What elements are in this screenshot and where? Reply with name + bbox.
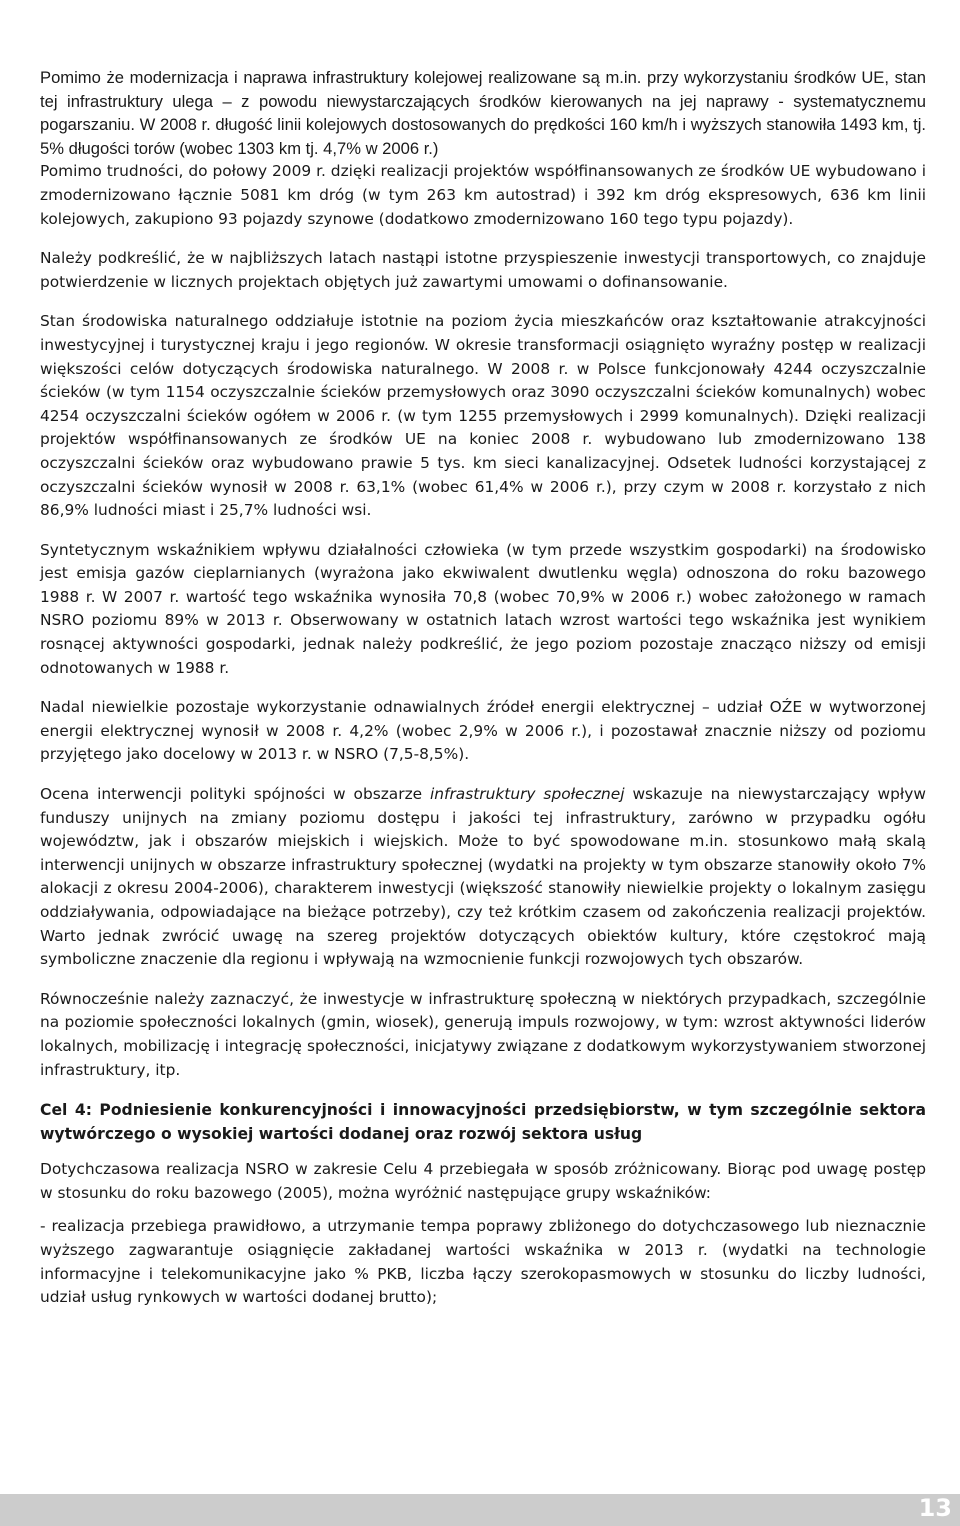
page-number: 13 bbox=[918, 1494, 952, 1522]
paragraph-goal-4-intro: Dotychczasowa realizacja NSRO w zakresie Celu 4 przebiegała w sposób zróżnicowany. Biorąc pod uwagę postęp w stosunku do roku bazowego (2005), można wyróżnić następujące grupy wskaźników: bbox=[40, 1160, 926, 1202]
paragraph-social-infrastructure bbox=[40, 783, 926, 972]
paragraph-renewable-energy: Nadal niewielkie pozostaje wykorzystanie odnawialnych źródeł energii elektrycznej – udział OŹE w wytworzonej energii elektrycznej wynosił w 2008 r. 4,2% (wobec 2,9% w 2006 r.), i pozostawał znacznie niższy od poziomu przyjętego jako docelowy w 2013 r. w NSRO (7,5-8,5%). bbox=[40, 698, 926, 764]
section-heading-goal-4: Cel 4: Podniesienie konkurencyjności i innowacyjności przedsiębiorstw, w tym szczególnie sektora wytwórczego o wysokiej wartości dodanej oraz rozwój sektora usług bbox=[40, 1101, 926, 1144]
text-run: wskazuje na niewystarczający wpływ funduszy unijnych na zmiany poziomu dostępu i jakości tej infrastruktury, zarówno w przypadku ogółu województw, jak i obszarów miejskich i wiejskich. Może to być spowodowane m.in. stosunkowo małą skalą interwencji unijnych w obszarze infrastruktury społecznej (wydatki na projekty w tym obszarze stanowiły około 7% alokacji z okresu 2004-2006), charakterem inwestycji (większość stanowiły niewielkie projekty o lokalnym zasięgu oddziaływania, odpowiadające na bieżące potrzeby), czy też krótkim czasem od zakończenia realizacji projektów. Warto jednak zwrócić uwagę na szereg projektów dotyczących obiektów kultury, które częstokroć mają symboliczne znaczenie dla regionu i wpływają na wzmocnienie funkcji rozwojowych tych obszarów. bbox=[40, 785, 926, 969]
emphasis-text: infrastruktury społecznej bbox=[430, 785, 625, 804]
text-run: Ocena interwencji polityki spójności w obszarze bbox=[40, 785, 431, 804]
paragraph-rail-infrastructure: Pomimo że modernizacja i naprawa infrastruktury kolejowej realizowane są m.in. przy wykorzystaniu środków UE, stan tej infrastruktury ulega – z powodu niewystarczających środków kierowanych na jej naprawy - systematycznemu pogarszaniu. W 2008 r. długość linii kolejowych dostosowanych do prędkości 160 km/h i wyższych stanowiła 1493 km, tj. 5% długości torów (wobec 1303 km tj. 4,7% w 2006 r.) bbox=[40, 68, 926, 158]
paragraph-greenhouse-emissions: Syntetycznym wskaźnikiem wpływu działalności człowieka (w tym przede wszystkim gospodarki) na środowisko jest emisja gazów cieplarnianych (wyrażona jako ekwiwalent dwutlenku węgla) odnoszona do roku bazowego 1988 r. W 2007 r. wartość tego wskaźnika wynosiła 70,8 (wobec 70,9% w 2006 r.) wobec założonego w ramach NSRO poziomu 89% w 2013 r. Obserwowany w ostatnich latach wzrost wartości tego wskaźnika jest wynikiem rosnącej aktywności gospodarki, jednak należy podkreślić, że jego poziom pozostaje znacząco niższy od emisji odnotowanych w 1988 r. bbox=[40, 540, 926, 677]
document-body bbox=[40, 66, 926, 1326]
paragraph-transport-acceleration: Należy podkreślić, że w najbliższych latach nastąpi istotne przyspieszenie inwestycji transportowych, co znajduje potwierdzenie w licznych projektach objętych już zawartymi umowami o dofinansowanie. bbox=[40, 249, 926, 291]
paragraph-transport-results: Pomimo trudności, do połowy 2009 r. dzięki realizacji projektów współfinansowanych ze środków UE wybudowano i zmodernizowano łącznie 5081 km dróg (w tym 263 km autostrad) i 392 km dróg ekspresowych, 636 km linii kolejowych, zakupiono 93 pojazdy szynowe (dodatkowo zmodernizowano 160 tego typu pojazdy). bbox=[40, 162, 926, 228]
footer-band bbox=[0, 1494, 960, 1526]
paragraph-indicator-group-1: - realizacja przebiega prawidłowo, a utrzymanie tempa poprawy zbliżonego do dotychczasowego lub nieznacznie wyższego zagwarantuje osiągnięcie zakładanej wartości wskaźnika w 2013 r. (wydatki na technologie informacyjne i telekomunikacyjne jako % PKB, liczba łączy szerokopasmowych w stosunku do liczby ludności, udział usług rynkowych w wartości dodanej brutto); bbox=[40, 1217, 926, 1307]
paragraph-local-development: Równocześnie należy zaznaczyć, że inwestycje w infrastrukturę społeczną w niektórych przypadkach, szczególnie na poziomie społeczności lokalnych (gmin, wiosek), generują impuls rozwojowy, w tym: wzrost aktywności liderów lokalnych, mobilizację i integrację społeczności, inicjatywy związane z dodatkowym wykorzystywaniem stworzonej infrastruktury, itp. bbox=[40, 989, 926, 1079]
paragraph-environment: Stan środowiska naturalnego oddziałuje istotnie na poziom życia mieszkańców oraz kształtowanie atrakcyjności inwestycyjnej i turystycznej kraju i jego regionów. W okresie transformacji osiągnięto wyraźny postęp w realizacji większości celów dotyczących środowiska naturalnego. W 2008 r. w Polsce funkcjonowały 4244 oczyszczalnie ścieków (w tym 1154 oczyszczalnie ścieków przemysłowych oraz 3090 oczyszczalni ścieków komunalnych) wobec 4254 oczyszczalni ścieków ogółem w 2006 r. (w tym 1255 przemysłowych i 2999 komunalnych). Dzięki realizacji projektów współfinansowanych ze środków UE na koniec 2008 r. wybudowano lub zmodernizowano 138 oczyszczalni ścieków oraz wybudowano prawie 5 tys. km sieci kanalizacyjnej. Odsetek ludności korzystającej z oczyszczalni ścieków wynosił w 2008 r. 63,1% (wobec 61,4% w 2006 r.), przy czym w 2008 r. korzystało z nich 86,9% ludności miast i 25,7% ludności wsi. bbox=[40, 312, 926, 520]
